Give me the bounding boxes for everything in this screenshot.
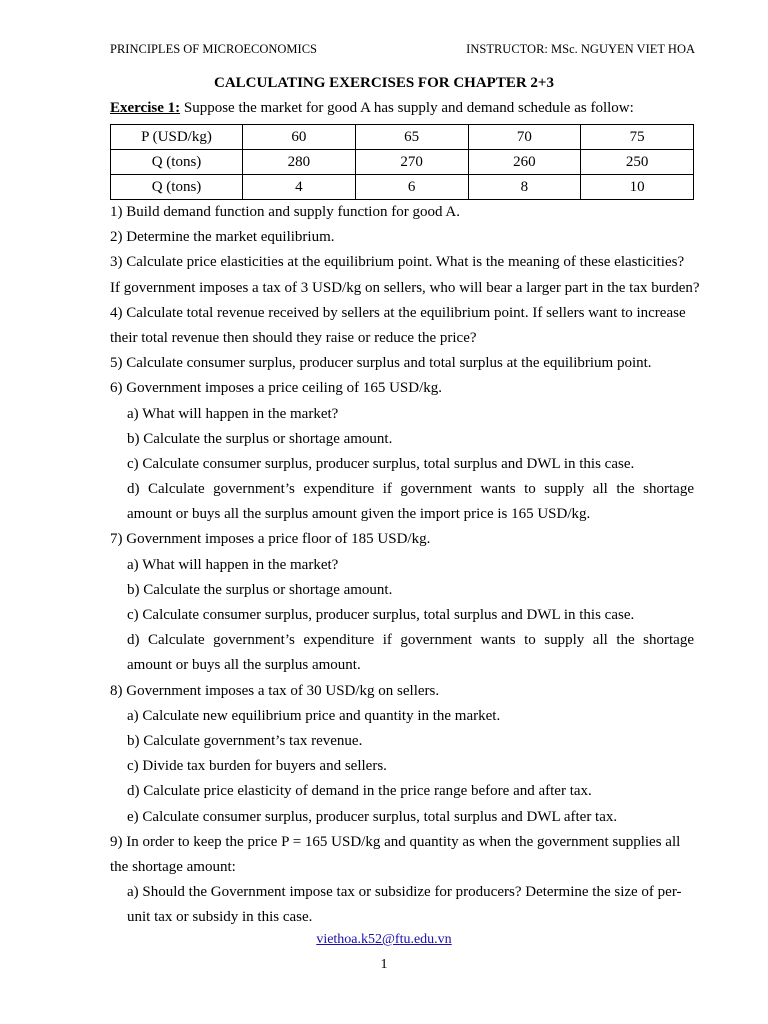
table-cell: 250 bbox=[581, 150, 694, 175]
table-cell: 8 bbox=[468, 175, 581, 200]
question-line: their total revenue then should they raise or reduce the price? bbox=[110, 329, 477, 346]
table-cell: 270 bbox=[355, 150, 468, 175]
question-line: 1) Build demand function and supply function for good A. bbox=[110, 204, 460, 220]
table-cell: 70 bbox=[468, 125, 581, 150]
question-line: c) Divide tax burden for buyers and sellers. bbox=[127, 758, 387, 775]
email-link[interactable]: viethoa.k52@ftu.edu.vn bbox=[316, 932, 452, 947]
table-cell: 10 bbox=[581, 175, 694, 200]
schedule-table bbox=[110, 124, 694, 200]
table-cell: 75 bbox=[581, 125, 694, 150]
question-line: d) Calculate government’s expenditure if government wants to supply all the shortage bbox=[127, 632, 694, 649]
table-cell: 260 bbox=[468, 150, 581, 175]
question-list bbox=[110, 200, 700, 930]
question-line: 8) Government imposes a tax of 30 USD/kg on sellers. bbox=[110, 682, 440, 699]
question-line: 4) Calculate total revenue received by sellers at the equilibrium point. If sellers want to increase bbox=[110, 304, 686, 321]
row-header-cell: P (USD/kg) bbox=[111, 125, 243, 150]
question-line: d) Calculate price elasticity of demand in the price range before and after tax. bbox=[127, 783, 592, 800]
course-name: PRINCIPLES OF MICROECONOMICS bbox=[110, 42, 317, 56]
question-line: If government imposes a tax of 3 USD/kg on sellers, who will bear a larger part in the tax burden? bbox=[110, 279, 700, 296]
table-cell: 4 bbox=[243, 175, 356, 200]
page-number: 1 bbox=[380, 957, 388, 972]
question-line: b) Calculate government’s tax revenue. bbox=[127, 732, 363, 749]
table-cell: 65 bbox=[355, 125, 468, 150]
question-line: the shortage amount: bbox=[110, 858, 236, 875]
question-line: unit tax or subsidy in this case. bbox=[127, 909, 313, 926]
table-row bbox=[111, 150, 694, 175]
row-header-cell: Q (tons) bbox=[111, 175, 243, 200]
question-line: d) Calculate government’s expenditure if government wants to supply all the shortage bbox=[127, 481, 694, 498]
instructor-name: INSTRUCTOR: MSc. NGUYEN VIET HOA bbox=[466, 42, 695, 56]
table-cell: 60 bbox=[243, 125, 356, 150]
question-line: a) What will happen in the market? bbox=[127, 405, 339, 422]
question-line: 6) Government imposes a price ceiling of 165 USD/kg. bbox=[110, 380, 443, 397]
question-line: a) Calculate new equilibrium price and quantity in the market. bbox=[127, 707, 501, 724]
table-cell: 280 bbox=[243, 150, 356, 175]
question-line: b) Calculate the surplus or shortage amount. bbox=[127, 581, 393, 598]
question-line: e) Calculate consumer surplus, producer surplus, total surplus and DWL after tax. bbox=[127, 808, 618, 825]
document-title: CALCULATING EXERCISES FOR CHAPTER 2+3 bbox=[214, 75, 554, 91]
question-line: c) Calculate consumer surplus, producer surplus, total surplus and DWL in this case. bbox=[127, 607, 635, 623]
question-line: c) Calculate consumer surplus, producer surplus, total surplus and DWL in this case. bbox=[127, 455, 635, 472]
question-line: 3) Calculate price elasticities at the equilibrium point. What is the meaning of these elasticities? bbox=[110, 254, 685, 271]
exercise-label: Exercise 1: bbox=[110, 100, 181, 116]
table-row bbox=[111, 125, 694, 150]
exercise-intro bbox=[110, 100, 634, 117]
question-line: a) Should the Government impose tax or subsidize for producers? Determine the size of per- bbox=[127, 884, 682, 901]
exercise-text: Suppose the market for good A has supply and demand schedule as follow: bbox=[180, 100, 634, 116]
row-header-cell: Q (tons) bbox=[111, 150, 243, 175]
question-line: 7) Government imposes a price floor of 185 USD/kg. bbox=[110, 531, 431, 548]
question-line: 5) Calculate consumer surplus, producer surplus and total surplus at the equilibrium point. bbox=[110, 355, 652, 372]
table-cell: 6 bbox=[355, 175, 468, 200]
question-line: amount or buys all the surplus amount. bbox=[127, 657, 361, 674]
question-line: a) What will happen in the market? bbox=[127, 556, 339, 573]
question-line: 9) In order to keep the price P = 165 USD/kg and quantity as when the government supplies all bbox=[110, 833, 681, 850]
page-header bbox=[110, 42, 695, 58]
question-line: amount or buys all the surplus amount given the import price is 165 USD/kg. bbox=[127, 506, 591, 523]
table-row bbox=[111, 175, 694, 200]
question-line: 2) Determine the market equilibrium. bbox=[110, 229, 335, 246]
question-line: b) Calculate the surplus or shortage amount. bbox=[127, 430, 393, 447]
